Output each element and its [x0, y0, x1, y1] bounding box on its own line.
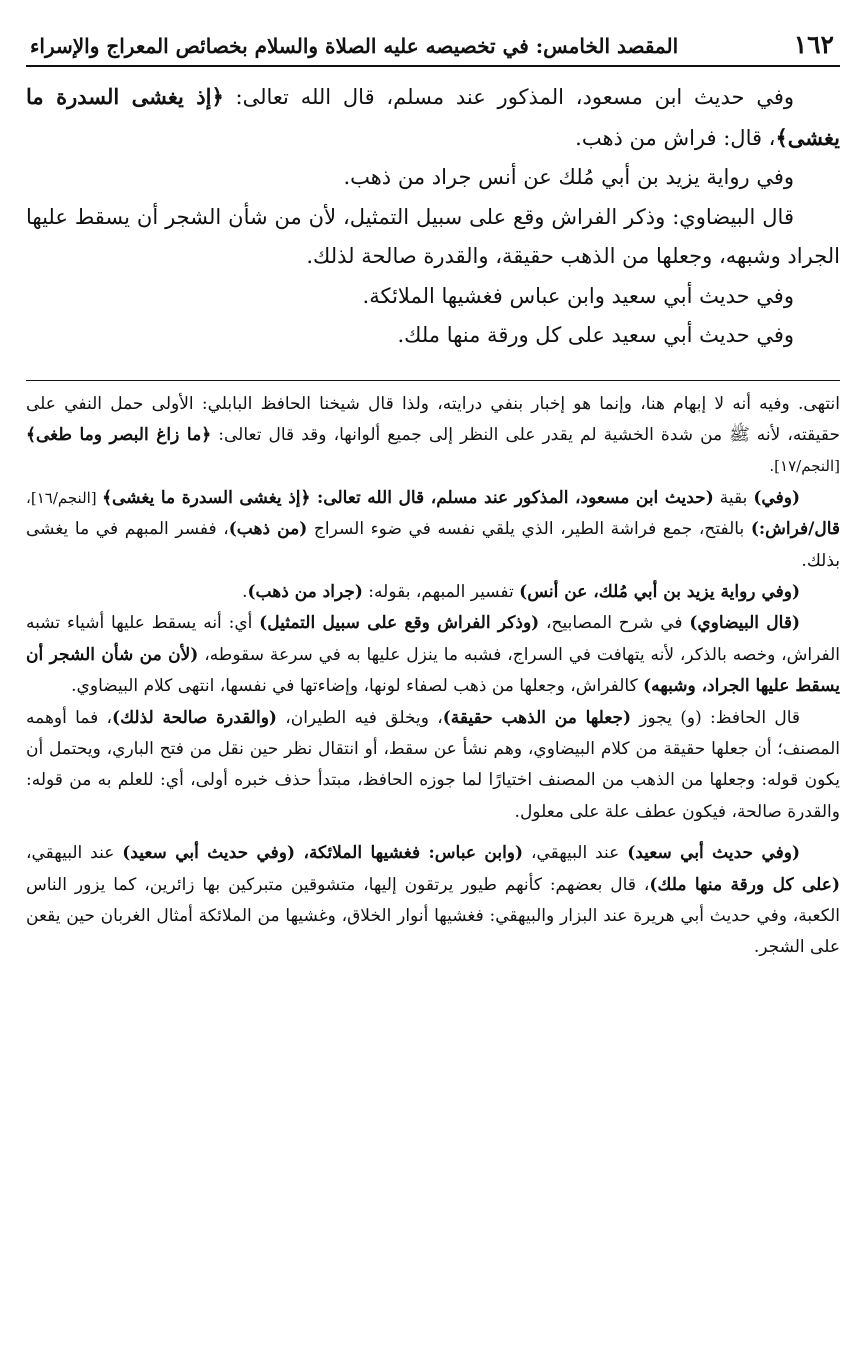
commentary-span: بالفتح، جمع فراشة الطير، الذي يلقي نفسه في ضوء السراج [307, 519, 751, 540]
main-text-span: وفي رواية يزيد بن أبي [594, 165, 794, 189]
quran-quote: ﴿إذ يغشى السدرة ما يغشى﴾ [102, 487, 311, 508]
commentary-span: كالفراش، وجعلها من ذهب لصفاء لونها، وإضاءتها في نفسها، انتهى كلام البيضاوي. [71, 676, 644, 697]
commentary-span: ، قال بعضهم: كأنهم طيور يرتقون إليها، متشوقين متبركين بها زائرين، كما يزور الناس الكعبة، وفي حديث أبي هريرة عند البزار والبيهقي: فغشيها أنوار الخلاق، وغشيها من الملائكة أمثال الغربان حين يقعن على الشجر. [26, 874, 840, 958]
commentary-span: عند البيهقي، [26, 843, 123, 864]
commentary-span: ، ففسر المبهم في ما يغشى بذلك. [26, 519, 840, 571]
quran-reference: [النجم/١٧]. [769, 457, 840, 476]
matn-quote: (وفي) [753, 487, 800, 508]
commentary-span: ، ويخلق فيه الطيران، [276, 707, 443, 728]
matn-quote: (وذكر الفراش وقع على سبيل التمثيل) [259, 613, 540, 634]
footnote-divider [26, 380, 840, 381]
commentary-span: تفسير المبهم، بقوله: [362, 581, 520, 602]
main-text-span: قال البيضاوي: وذكر الفراش وقع على سبيل التمثيل، لأن من شأن الشجر أن يسقط عليها الجراد وشبهه، وجعلها من الذهب حقيقة، والقدرة صالحة لذلك. [26, 204, 840, 268]
matn-quote: (جعلها من الذهب حقيقة) [442, 707, 632, 728]
matn-quote: (لأن من شأن الشجر أن يسقط عليها الجراد، وشبهه) [26, 644, 840, 697]
commentary-span: بقية [713, 487, 754, 508]
main-paragraph [26, 277, 840, 317]
quran-reference: [النجم/١٦]، [26, 488, 103, 507]
commentary-paragraph [26, 483, 840, 577]
commentary-span: عند البيهقي، [523, 843, 628, 864]
matn-quote: (وابن عباس: فغشيها الملائكة، (وفي حديث أبي سعيد) [122, 843, 524, 864]
main-text-span: وفي حديث أبي سعيد على كل ورقة منها ملك. [397, 323, 794, 347]
running-title: المقصد الخامس: في تخصيصه عليه الصلاة والسلام بخصائص المعراج والإسراء [30, 34, 679, 58]
commentary-paragraph [26, 838, 840, 964]
commentary-paragraph [26, 608, 840, 702]
paragraph-spacer [26, 828, 840, 838]
quran-quote: ﴿ما زاغ البصر وما طغى﴾ [26, 424, 212, 445]
main-paragraph [26, 158, 840, 198]
main-paragraph [26, 77, 840, 158]
matn-quote: (قال البيضاوي) [689, 613, 800, 634]
matn-quote: (على كل ورقة منها ملك) [649, 874, 840, 895]
matn-quote: (وفي رواية يزيد بن أبي مُلك، عن أنس) [519, 581, 800, 602]
main-text-span: عن أنس جراد من ذهب. [343, 165, 559, 189]
main-text-span: مُلك [558, 165, 595, 189]
commentary-span: . [242, 581, 248, 602]
main-text-span: ، قال: فراش من ذهب. [575, 125, 776, 150]
page-number: ١٦٢ [793, 30, 834, 59]
matn-quote: (حديث ابن مسعود، المذكور عند مسلم، قال الله تعالى: [310, 487, 714, 508]
main-text [26, 77, 840, 356]
commentary [26, 389, 840, 964]
matn-quote: (من ذهب) [228, 519, 308, 540]
commentary-span: في شرح المصابيح، [539, 613, 690, 634]
commentary-span: ، فما أوهمه المصنف؛ أن جعلها حقيقة من كلام البيضاوي، وهم نشأ عن سقط، أو انتقال نظر حين نقل من فتح الباري، ويحتمل أن يكون قوله: وجعلها من الذهب من المصنف اختيارًا لما جوزه الحافظ، مبتدأ حذف خبره أولى، أي: للعلم به من قوله: والقدرة صالحة، فيكون عطف علة على معلول. [26, 707, 840, 822]
main-text-span: وفي حديث ابن مسعود، المذكور عند مسلم، قال الله تعالى: [223, 85, 794, 109]
matn-quote: (جراد من ذهب) [247, 581, 363, 602]
page-header [26, 30, 840, 67]
commentary-span: أي: أنه يسقط عليها أشياء تشبه الفراش، وخصه بالذكر، لأنه يتهافت في السراج، فشبه ما ينزل عليها به في سرعة سقوطه، [26, 613, 841, 665]
commentary-span: قال الحافظ: (و) يجوز [631, 707, 801, 728]
main-paragraph [26, 198, 840, 277]
matn-quote: (وفي حديث أبي سعيد) [627, 843, 801, 864]
commentary-span: انتهى. وفيه أنه لا إبهام هنا، وإنما هو إخبار بنفي درايته، ولذا قال شيخنا الحافظ البابلي: الأولى حمل النفي على حقيقته، لأنه ﷺ من شدة الخشية لم يقدر على النظر إلى جميع ألوانها، وقد قال تعالى: [26, 393, 840, 445]
commentary-paragraph [26, 389, 840, 483]
matn-quote: قال/فراش:) [750, 519, 840, 540]
main-paragraph [26, 316, 840, 356]
commentary-paragraph [26, 577, 840, 608]
matn-quote: (والقدرة صالحة لذلك) [112, 707, 277, 728]
quran-quote: ﴿إذ يغشى السدرة ما يغشى﴾ [26, 84, 840, 150]
commentary-paragraph [26, 703, 840, 829]
main-text-span: وفي حديث أبي سعيد وابن عباس فغشيها الملائكة. [362, 283, 794, 308]
